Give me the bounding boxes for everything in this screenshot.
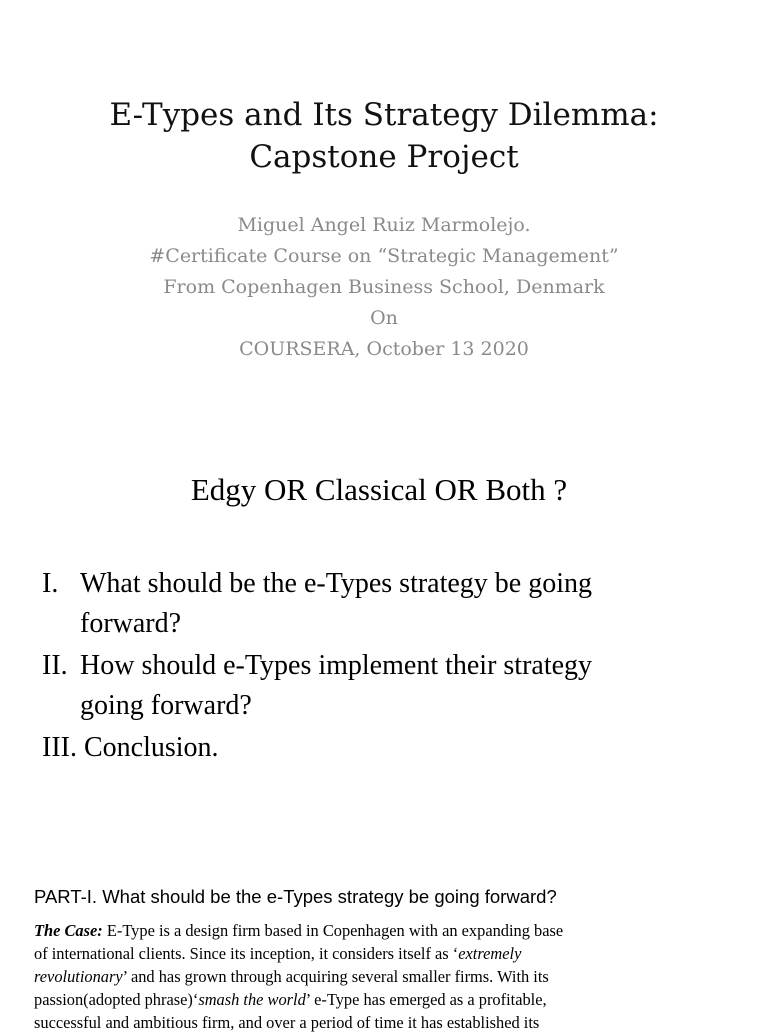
document-title bbox=[0, 94, 768, 178]
case-line bbox=[34, 988, 664, 1011]
agenda-number: II. bbox=[42, 650, 68, 681]
platform-date: COURSERA, October 13 2020 bbox=[239, 338, 529, 360]
part-heading: PART-I. What should be the e-Types strategy be going forward? bbox=[34, 886, 557, 907]
case-text-segment: ’ and has grown through acquiring several smaller firms. With its bbox=[122, 967, 549, 986]
case-text-segment: ’ e-Type has emerged as a profitable, bbox=[305, 990, 547, 1009]
agenda-text-line: What should be the e-Types strategy be going bbox=[80, 568, 593, 599]
subtitle-block bbox=[0, 210, 768, 365]
case-line bbox=[34, 1011, 664, 1034]
agenda-item bbox=[42, 564, 722, 644]
title-line-1: E-Types and Its Strategy Dilemma: bbox=[109, 97, 659, 133]
case-paragraph bbox=[34, 919, 664, 1034]
case-italic-segment: smash the world bbox=[198, 990, 306, 1009]
agenda-number: III. bbox=[42, 732, 77, 763]
school-name: From Copenhagen Business School, Denmark bbox=[163, 276, 605, 298]
agenda-text-line: Conclusion. bbox=[84, 732, 219, 763]
agenda-list bbox=[42, 564, 722, 770]
course-name: #Certificate Course on “Strategic Management” bbox=[149, 245, 619, 267]
case-line bbox=[34, 919, 664, 942]
case-italic-segment: revolutionary bbox=[34, 967, 123, 986]
author-name: Miguel Angel Ruiz Marmolejo. bbox=[237, 214, 531, 236]
case-text-segment: E-Type is a design firm based in Copenhagen with an expanding base bbox=[102, 921, 564, 940]
case-text-segment: successful and ambitious firm, and over a period of time it has established its bbox=[34, 1013, 540, 1032]
case-text-segment: passion(adopted phrase)‘ bbox=[34, 990, 199, 1009]
case-italic-segment: extremely bbox=[458, 944, 522, 963]
agenda-number: I. bbox=[42, 568, 59, 599]
case-text-segment: of international clients. Since its inception, it considers itself as ‘ bbox=[34, 944, 459, 963]
central-question: Edgy OR Classical OR Both ? bbox=[190, 472, 568, 507]
agenda-text-line: going forward? bbox=[80, 690, 252, 721]
agenda-text-line: How should e-Types implement their strategy bbox=[80, 650, 593, 681]
case-line bbox=[34, 965, 664, 988]
on-line: On bbox=[370, 307, 398, 329]
agenda-item bbox=[42, 646, 722, 726]
case-line bbox=[34, 942, 664, 965]
agenda-text-line: forward? bbox=[80, 608, 182, 639]
title-line-2: Capstone Project bbox=[249, 139, 519, 175]
case-label: The Case: bbox=[34, 921, 103, 940]
agenda-item bbox=[42, 728, 722, 768]
